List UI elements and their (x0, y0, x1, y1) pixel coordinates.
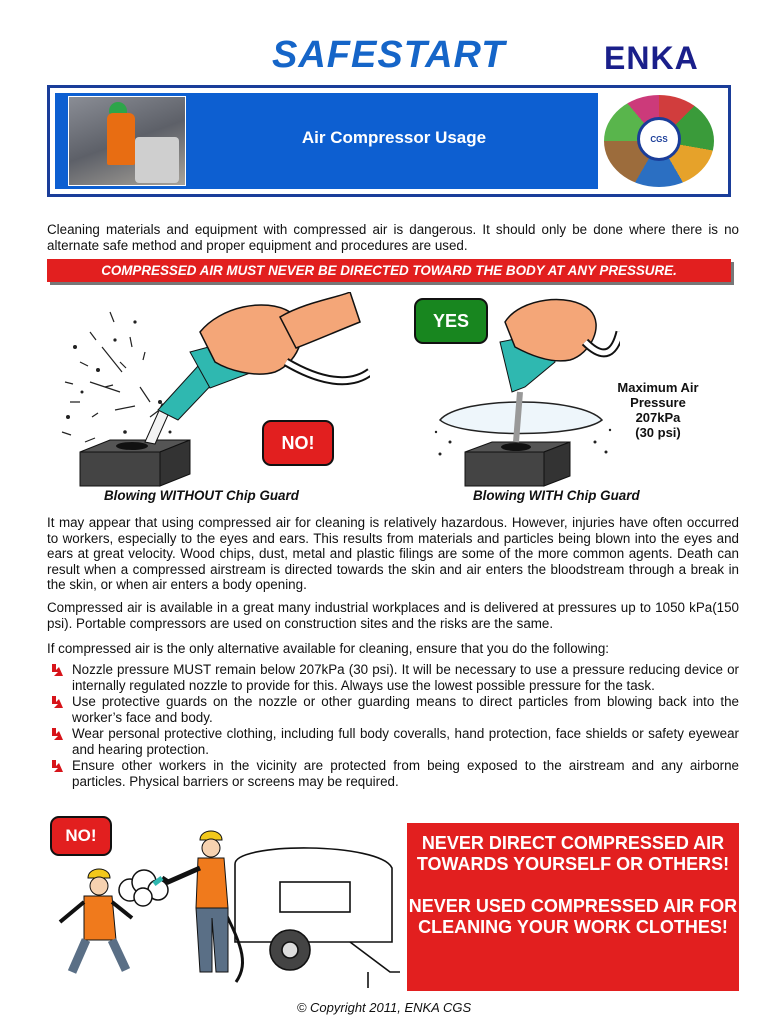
max-pressure-line: Pressure (630, 395, 686, 410)
list-item-text: Wear personal protective clothing, including full body coveralls, hand protection, face shields or safety eyewear and hearing protection. (72, 726, 739, 757)
spray-particles (62, 312, 158, 442)
guideline-list (47, 662, 739, 790)
debris-dots (66, 320, 172, 433)
warning-bar: COMPRESSED AIR MUST NEVER BE DIRECTED TOWARD THE BODY AT ANY PRESSURE. (47, 259, 731, 282)
worker-with-gun (154, 831, 228, 972)
max-pressure-line: (30 psi) (635, 425, 681, 440)
list-item (47, 758, 739, 789)
worker-photo (68, 96, 186, 186)
page-title: SAFESTART (272, 34, 506, 76)
caption-without-chip-guard: Blowing WITHOUT Chip Guard (104, 488, 299, 503)
work-block (465, 442, 570, 486)
body-paragraph: If compressed air is the only alternative available for cleaning, ensure that you do the following: (47, 641, 609, 656)
work-block (80, 440, 190, 486)
air-cloud (119, 870, 168, 906)
body-paragraph: Compressed air is available in a great many industrial workplaces and is delivered at pressures up to 1050 kPa(150 psi). Portable compressors are used on construction sites and the risks are the same. (47, 600, 739, 631)
compressor-shape (135, 137, 179, 183)
never-direct-warning: NEVER DIRECT COMPRESSED AIR TOWARDS YOURSELF OR OTHERS! (416, 833, 730, 874)
max-pressure-line: Maximum Air (617, 380, 699, 395)
hand (200, 292, 360, 374)
caption-with-chip-guard: Blowing WITH Chip Guard (473, 488, 640, 503)
body-paragraph: It may appear that using compressed air for cleaning is relatively hazardous. However, injuries have often occurred to workers, especially to the eyes and ears. This results from materials and particles being blown into the eyes and ears at great velocity. Wood chips, dust, metal and plastic filings are some of the more common agents. Death can result when a compressed airstream is directed towards the skin and air enters the bloodstream through a break in the skin, or when air enters a body opening. (47, 515, 739, 592)
red-arrow-icon (50, 727, 64, 741)
red-arrow-icon (50, 663, 64, 677)
list-item (47, 662, 739, 693)
list-item-text: Use protective guards on the nozzle or other guarding means to direct particles from blowing back into the worker’s face and body. (72, 694, 739, 725)
cgs-logo (598, 93, 723, 189)
list-item (47, 726, 739, 757)
max-pressure-line: 207kPa (635, 410, 681, 425)
list-item (47, 694, 739, 725)
max-pressure-note (614, 380, 702, 440)
list-item-text: Ensure other workers in the vicinity are protected from being exposed to the airstream and any airborne particles. Physical barriers or screens may be required. (72, 758, 739, 789)
red-arrow-icon (50, 759, 64, 773)
no-badge-bottom: NO! (50, 816, 112, 856)
intro-paragraph: Cleaning materials and equipment with compressed air is dangerous. It should only be done where there is no alternate safe method and proper equipment and procedures are used. (47, 222, 739, 253)
compressor-trailer (235, 848, 400, 988)
copyright-footer: © Copyright 2011, ENKA CGS (296, 1000, 472, 1015)
never-clean-clothes-warning: NEVER USED COMPRESSED AIR FOR CLEANING YOUR WORK CLOTHES! (408, 896, 738, 937)
list-item-text: Nozzle pressure MUST remain below 207kPa (30 psi). It will be necessary to use a pressure reducing device or internally regulated nozzle to provide for this. Always use the lowest possible pressure for the task. (72, 662, 739, 693)
logo-hub: CGS (637, 117, 681, 161)
red-arrow-icon (50, 695, 64, 709)
brand-logo: ENKA (604, 40, 699, 76)
no-badge-left: NO! (262, 420, 334, 466)
worker-shape (107, 113, 135, 165)
nozzle-tip (516, 392, 520, 442)
never-warning-box (407, 823, 739, 991)
yes-badge: YES (414, 298, 488, 344)
banner-title: Air Compressor Usage (301, 128, 487, 147)
